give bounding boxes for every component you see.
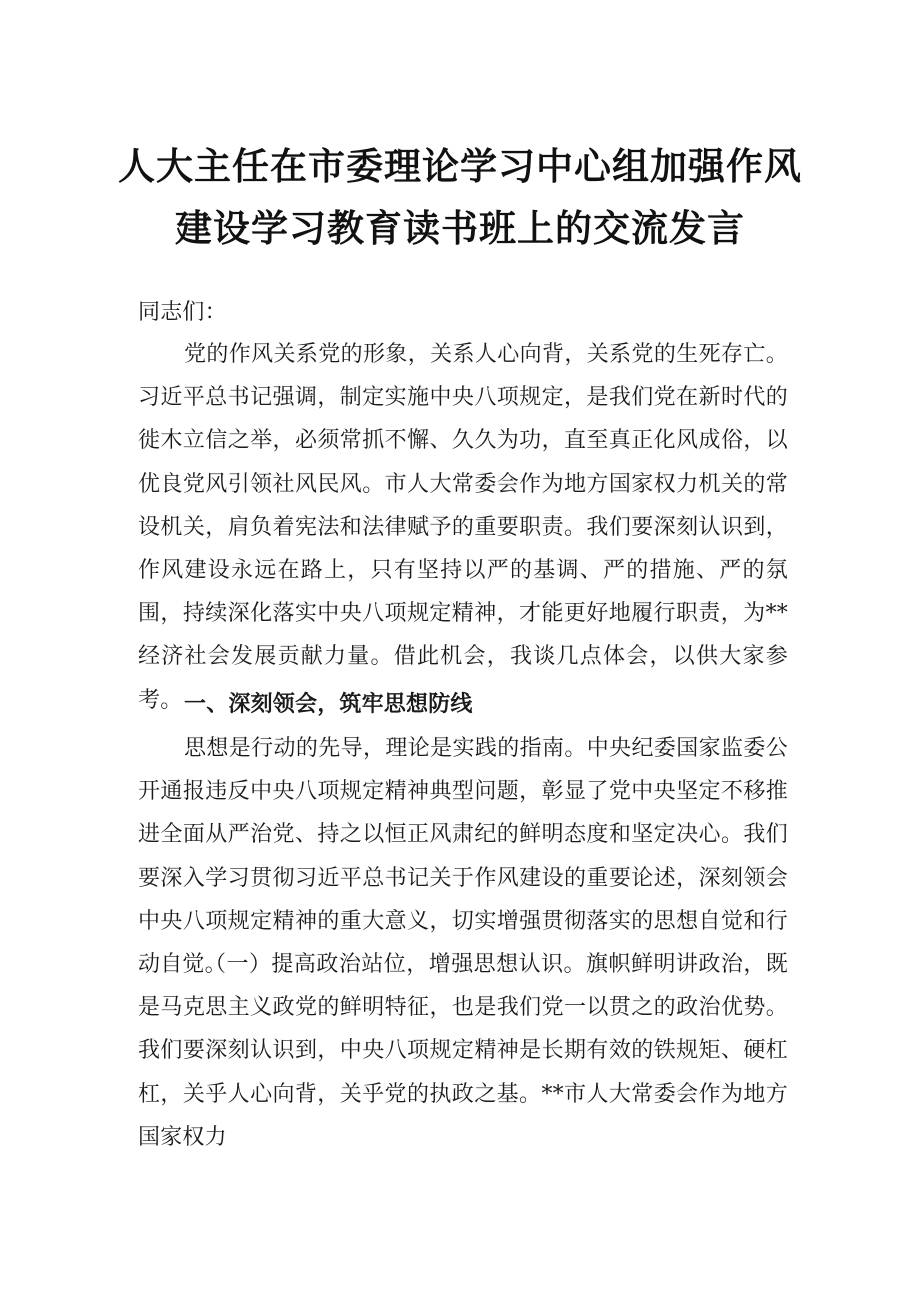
document-title-line-1: 人大主任在市委理论学习中心组加强作风 — [118, 145, 802, 188]
document-title-line-2: 建设学习教育读书班上的交流发言 — [175, 207, 745, 250]
paragraph-section-1: 思想是行动的先导，理论是实践的指南。中央纪委国家监委公开通报违反中央八项规定精神典型问题，彰显了党中央坚定不移推进全面从严治党、持之以恒正风肃纪的鲜明态度和坚定决心。我们要深入学习贯彻习近平总书记关于作风建设的重要论述，深刻领会中央八项规定精神的重大意义，切实增强贯彻落实的思想自觉和行动自觉。 — [138, 736, 788, 978]
paragraph-intro: 党的作风关系党的形象，关系人心向背，关系党的生死存亡。习近平总书记强调，制定实施中央八项规定，是我们党在新时代的徙木立信之举，必须常抓不懈、久久为功，直至真正化风成俗，以优良党风引领社风民风。市人大常委会作为地方国家权力机关的常设机关，肩负着宪法和法律赋予的重要职责。我们要深刻认识到，作风建设永远在路上，只有坚持以严的基调、严的措施、严的氛围，持续深化落实中央八项规定精神，才能更好地履行职责，为**经济社会发展贡献力量。借此机会，我谈几点体会，以供大家参考。 — [138, 342, 788, 713]
section-heading-1: 一、深刻领会，筑牢思想防线 — [184, 692, 473, 717]
paragraph-subsection-1: （一）提高政治站位，增强思想认识。旗帜鲜明讲政治，既是马克思主义政党的鲜明特征，也是我们党一以贯之的政治优势。我们要深刻认识到，中央八项规定精神是长期有效的铁规矩、硬杠杠，关乎人心向背，关乎党的执政之基。**市人大常委会作为地方国家权力 — [138, 952, 788, 1150]
salutation: 同志们： — [138, 300, 227, 325]
